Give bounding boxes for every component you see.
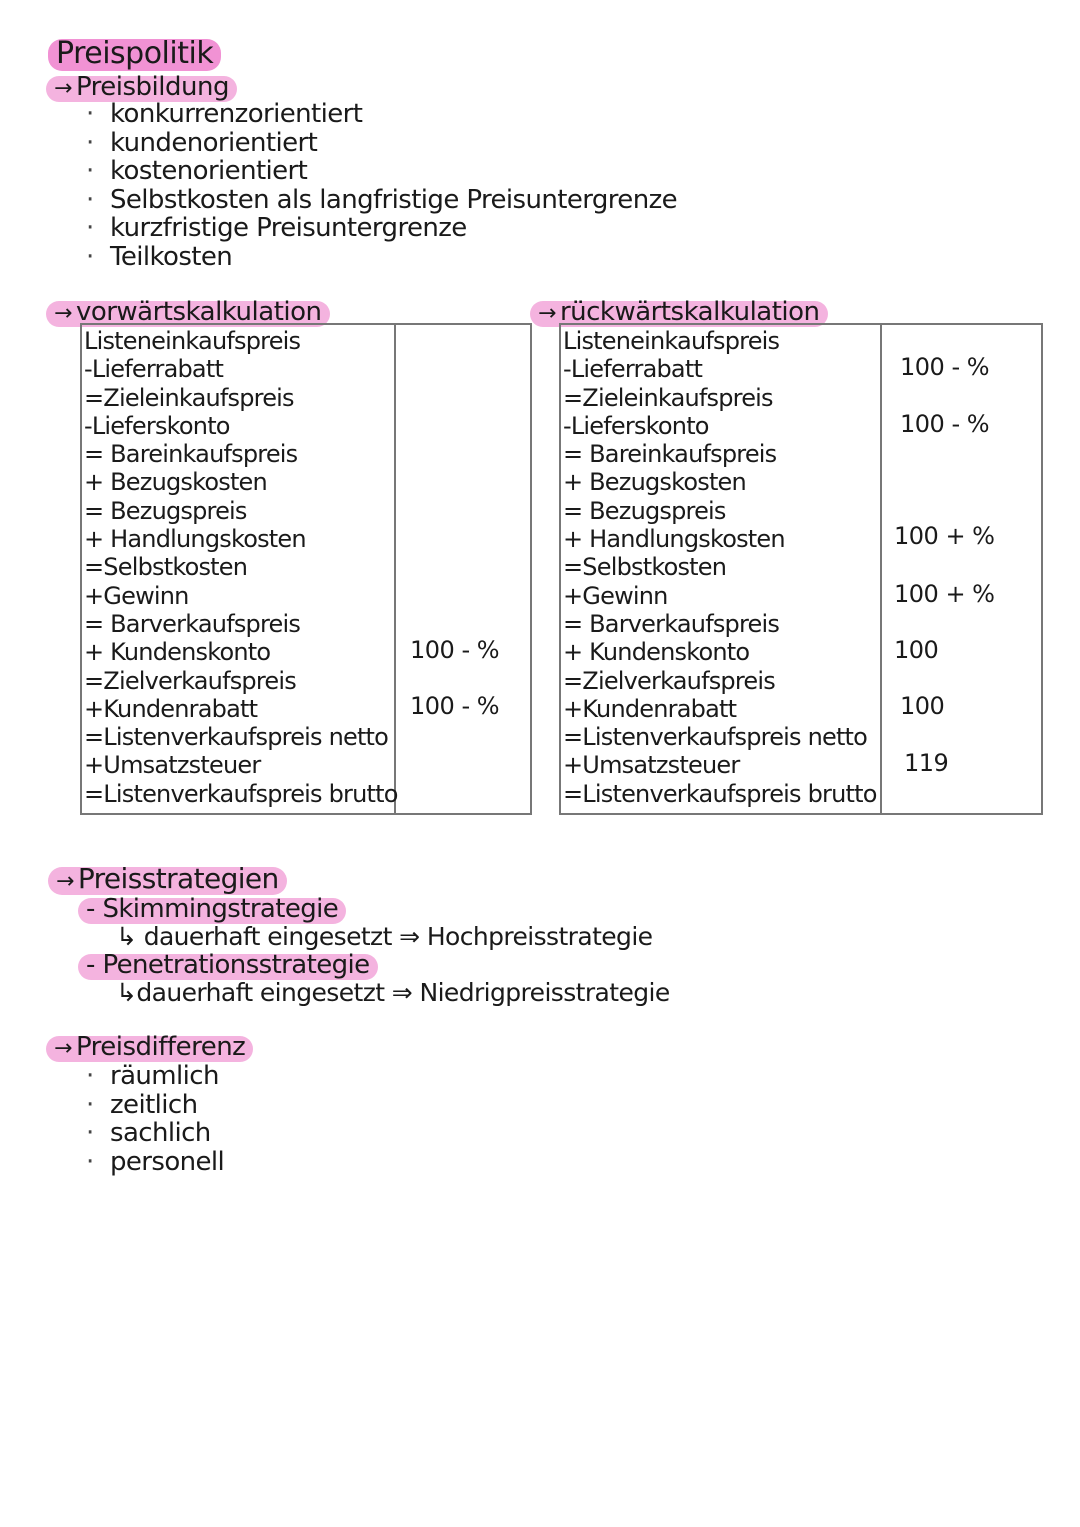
table-row: -Lieferskonto <box>563 411 709 440</box>
percent-note: 100 - % <box>900 410 990 438</box>
list-item: · sachlich <box>86 1119 224 1148</box>
preisstrategien-heading <box>56 862 279 895</box>
table-row: =Zielverkaufspreis <box>84 666 296 695</box>
preisstrategien-heading-wrap <box>56 862 279 895</box>
preisbildung-heading-wrap <box>54 72 229 102</box>
table-row: +Gewinn <box>563 581 668 610</box>
table-row: = Barverkaufspreis <box>84 609 301 638</box>
table-row: +Kundenrabatt <box>563 694 737 723</box>
table-divider <box>880 323 882 815</box>
table-row: + Bezugskosten <box>563 468 746 497</box>
table-row: =Listenverkaufspreis brutto <box>563 779 877 808</box>
table-row: + Kundenskonto <box>84 638 271 667</box>
arrow-right-icon: → <box>56 869 74 894</box>
table-row: = Bezugspreis <box>563 496 726 525</box>
table-row: = Bareinkaufspreis <box>84 440 298 469</box>
percent-note: 100 - % <box>410 692 500 720</box>
strategy-item <box>86 894 338 924</box>
table-row: =Selbstkosten <box>84 553 248 582</box>
table-row: =Zielverkaufspreis <box>563 666 775 695</box>
strategy-note: ↳dauerhaft eingesetzt ⇒ Niedrigpreisstrategie <box>116 978 670 1007</box>
table-row: +Umsatzsteuer <box>84 751 261 780</box>
preisbildung-heading <box>54 72 229 102</box>
list-item: · kurzfristige Preisuntergrenze <box>86 214 677 243</box>
table-row: -Lieferrabatt <box>563 355 703 384</box>
list-item: · Selbstkosten als langfristige Preisuntergrenze <box>86 186 677 215</box>
table-row: +Gewinn <box>84 581 189 610</box>
table-row: =Zieleinkaufspreis <box>563 383 773 412</box>
vorwaerts-heading-label: vorwärtskalkulation <box>75 297 322 327</box>
rueckwaerts-heading-label: rückwärtskalkulation <box>559 297 820 327</box>
arrow-right-icon: → <box>54 1036 72 1061</box>
table-row: +Umsatzsteuer <box>563 751 740 780</box>
arrow-right-icon: → <box>54 76 72 101</box>
percent-note: 100 + % <box>894 522 995 550</box>
preisstrategien-heading-label: Preisstrategien <box>77 862 279 895</box>
strategy-note: ↳ dauerhaft eingesetzt ⇒ Hochpreisstrategie <box>116 922 653 951</box>
table-row: =Zieleinkaufspreis <box>84 383 294 412</box>
table-row: -Lieferskonto <box>84 411 230 440</box>
preisdifferenz-list <box>86 1062 224 1176</box>
list-item: · kostenorientiert <box>86 157 677 186</box>
preisdifferenz-heading-wrap <box>54 1032 245 1062</box>
page-title-wrap <box>56 36 213 71</box>
arrow-right-icon: → <box>538 301 556 326</box>
table-row: = Barverkaufspreis <box>563 609 780 638</box>
list-item: · kundenorientiert <box>86 129 677 158</box>
table-row: =Listenverkaufspreis netto <box>563 723 868 752</box>
percent-note: 100 + % <box>894 580 995 608</box>
table-row: = Bareinkaufspreis <box>563 440 777 469</box>
preisdifferenz-heading <box>54 1032 245 1062</box>
table-row: + Handlungskosten <box>84 525 306 554</box>
table-row: Listeneinkaufspreis <box>563 327 780 355</box>
list-item: · Teilkosten <box>86 243 677 272</box>
table-row: -Lieferrabatt <box>84 355 224 384</box>
arrow-right-icon: → <box>54 301 72 326</box>
table-row: =Listenverkaufspreis brutto <box>84 779 398 808</box>
list-item: · räumlich <box>86 1062 224 1091</box>
table-row: =Listenverkaufspreis netto <box>84 723 389 752</box>
table-row: = Bezugspreis <box>84 496 247 525</box>
rueckwaerts-rows <box>563 327 877 808</box>
table-row: + Bezugskosten <box>84 468 267 497</box>
table-row: =Selbstkosten <box>563 553 727 582</box>
percent-note: 100 - % <box>900 353 990 381</box>
preisbildung-list <box>86 100 677 271</box>
percent-note: 100 <box>894 636 939 664</box>
strategy-name: - Penetrationsstrategie <box>86 950 370 980</box>
table-row: Listeneinkaufspreis <box>84 327 301 355</box>
page-title: Preispolitik <box>56 36 214 71</box>
list-item: · konkurrenzorientiert <box>86 100 677 129</box>
list-item: · personell <box>86 1148 224 1177</box>
preisbildung-heading-label: Preisbildung <box>75 72 229 102</box>
percent-note: 100 <box>900 692 945 720</box>
preisdifferenz-heading-label: Preisdifferenz <box>75 1032 246 1062</box>
percent-note: 100 - % <box>410 636 500 664</box>
strategy-name: - Skimmingstrategie <box>86 894 339 924</box>
table-row: + Handlungskosten <box>563 525 785 554</box>
table-row: +Kundenrabatt <box>84 694 258 723</box>
percent-note: 119 <box>904 749 949 777</box>
table-row: + Kundenskonto <box>563 638 750 667</box>
strategy-item <box>86 950 370 980</box>
vorwaerts-rows <box>84 327 398 808</box>
list-item: · zeitlich <box>86 1091 224 1120</box>
